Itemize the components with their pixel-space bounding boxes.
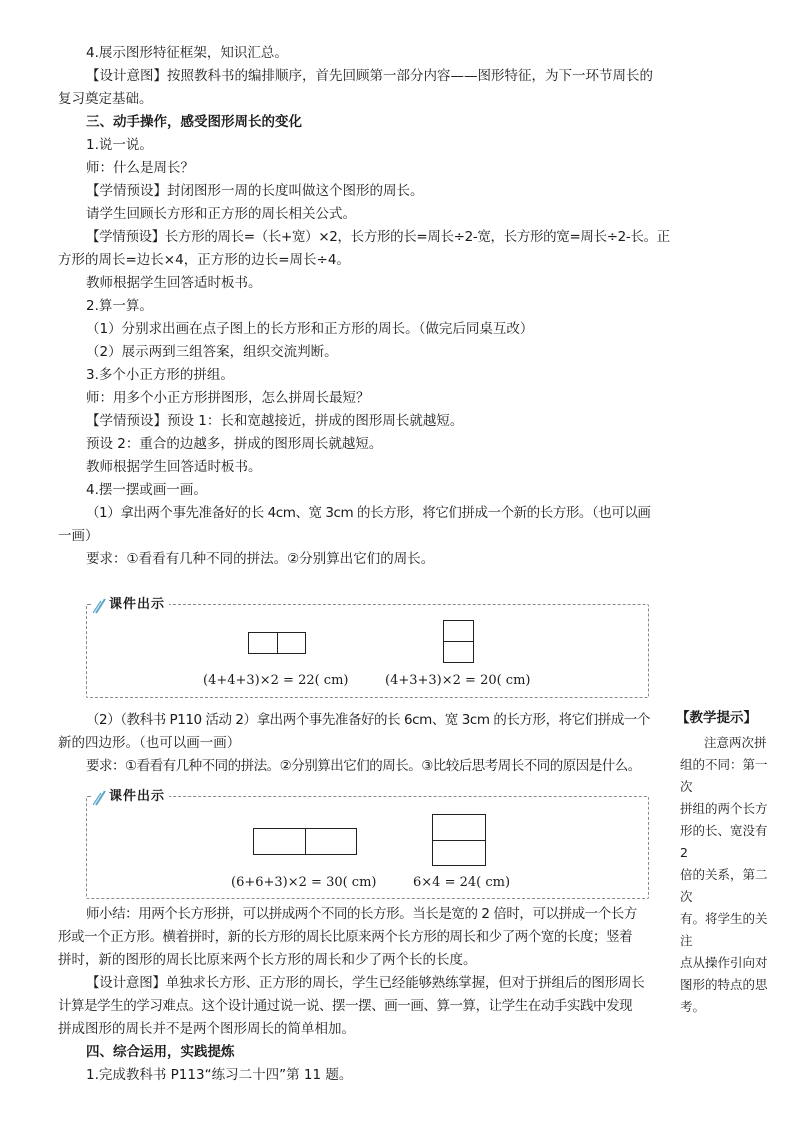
text-line: （2）（教科书 P110 活动 2）拿出两个事先准备好的长 6cm、宽 3cm 的长方形，将它们拼成一个	[86, 712, 651, 728]
text-line: 师：用多个小正方形拼图形，怎么拼周长最短？	[86, 390, 370, 406]
text-line: 要求：①看看有几种不同的拼法。②分别算出它们的周长。③比较后思考周长不同的原因是什么。	[86, 758, 641, 774]
text-line: 拼时，新的图形的周长比原来两个长方形的周长和少了两个长的长度。	[58, 952, 477, 968]
courseware-box	[86, 789, 649, 899]
text-line: 【设计意图】单独求长方形、正方形的周长，学生已经能够熟练掌握，但对于拼组后的图形周长	[86, 975, 645, 991]
text-line: 要求：①看看有几种不同的拼法。②分别算出它们的周长。	[86, 551, 435, 567]
horizontal-joined-rectangle	[248, 632, 306, 654]
text-line: 拼成图形的周长并不是两个图形周长的简单相加。	[58, 1021, 355, 1037]
perimeter-formula: (4+4+3)×2 = 22( cm)	[203, 673, 349, 688]
perimeter-formula: 6×4 = 24( cm)	[413, 875, 511, 890]
text-line: 2.算一算。	[86, 298, 153, 314]
text-line: 教师根据学生回答适时板书。	[86, 275, 262, 291]
slash-icon	[93, 790, 107, 806]
teaching-tip-body	[680, 732, 776, 1018]
text-line: 4.展示图形特征框架，知识汇总。	[86, 45, 288, 61]
teaching-tip-line: 形的长、宽没有 2	[680, 823, 768, 860]
text-line: 新的四边形。（也可以画一画）	[58, 735, 241, 751]
courseware-box	[86, 597, 649, 698]
text-line: 1.完成教科书 P113“练习二十四”第 11 题。	[86, 1067, 353, 1083]
courseware-tag-label: 课件出示	[109, 597, 166, 612]
text-line: 1.说一说。	[86, 137, 153, 153]
text-line: 复习奠定基础。	[58, 91, 153, 107]
text-line: 形或一个正方形。横着拼时，新的长方形的周长比原来两个长方形的周长和少了两个宽的长度；竖着	[58, 929, 633, 945]
perimeter-formula: (6+6+3)×2 = 30( cm)	[231, 875, 377, 890]
section-heading: 三、动手操作，感受图形周长的变化	[86, 114, 302, 130]
horizontal-joined-rectangle	[253, 828, 357, 855]
vertical-joined-rectangle	[443, 620, 474, 663]
text-line: 【设计意图】按照教科书的编排顺序，首先回顾第一部分内容——图形特征，为下一环节周长的	[86, 68, 653, 84]
text-line: （1）拿出两个事先准备好的长 4cm、宽 3cm 的长方形，将它们拼成一个新的长方形。（也可以画	[86, 505, 651, 521]
text-line: 4.摆一摆或画一画。	[86, 482, 207, 498]
slash-icon	[93, 598, 107, 614]
teaching-tip-line: 图形的特点的思	[680, 977, 768, 992]
text-line: 预设 2：重合的边越多，拼成的图形周长就越短。	[86, 436, 383, 452]
courseware-tag-label: 课件出示	[109, 789, 166, 804]
text-line: 3.多个小正方形的拼组。	[86, 367, 234, 383]
text-line: 【学情预设】封闭图形一周的长度叫做这个图形的周长。	[86, 183, 424, 199]
text-line: 师小结：用两个长方形拼，可以拼成两个不同的长方形。当长是宽的 2 倍时，可以拼成一个长方	[86, 906, 637, 922]
courseware-tag	[93, 788, 169, 806]
text-line: 请学生回顾长方形和正方形的周长相关公式。	[86, 206, 356, 222]
section-heading: 四、综合运用，实践提炼	[86, 1044, 235, 1060]
square-joined-shape	[432, 814, 486, 866]
text-line: 方形的周长=边长×4，正方形的边长=周长÷4。	[58, 252, 350, 268]
text-line: （1）分别求出画在点子图上的长方形和正方形的周长。（做完后同桌互改）	[86, 321, 534, 337]
text-line: （2）展示两到三组答案，组织交流判断。	[86, 344, 338, 360]
teaching-tip-line: 考。	[680, 999, 706, 1014]
teaching-tip-title: 【教学提示】	[676, 710, 757, 726]
perimeter-formula: (4+3+3)×2 = 20( cm)	[385, 673, 531, 688]
text-line: 计算是学生的学习难点。这个设计通过说一说、摆一摆、画一画、算一算，让学生在动手实践中发现	[58, 998, 633, 1014]
text-line: 一画）	[58, 528, 99, 544]
teaching-tip-line: 有。将学生的关注	[680, 911, 768, 948]
teaching-tip-line: 拼组的两个长方	[680, 801, 768, 816]
teaching-tip-line: 组的不同：第一次	[680, 757, 768, 794]
teaching-tip-line: 注意两次拼	[704, 735, 767, 750]
text-line: 师：什么是周长？	[86, 160, 194, 176]
text-line: 【学情预设】长方形的周长=（长+宽）×2，长方形的长=周长÷2-宽，长方形的宽=周长÷2-长。正	[86, 229, 670, 245]
text-line: 【学情预设】预设 1：长和宽越接近，拼成的图形周长就越短。	[86, 413, 464, 429]
teaching-tip-line: 点从操作引向对	[680, 955, 768, 970]
text-line: 教师根据学生回答适时板书。	[86, 459, 262, 475]
courseware-tag	[93, 596, 169, 614]
teaching-tip-line: 倍的关系，第二次	[680, 867, 768, 904]
